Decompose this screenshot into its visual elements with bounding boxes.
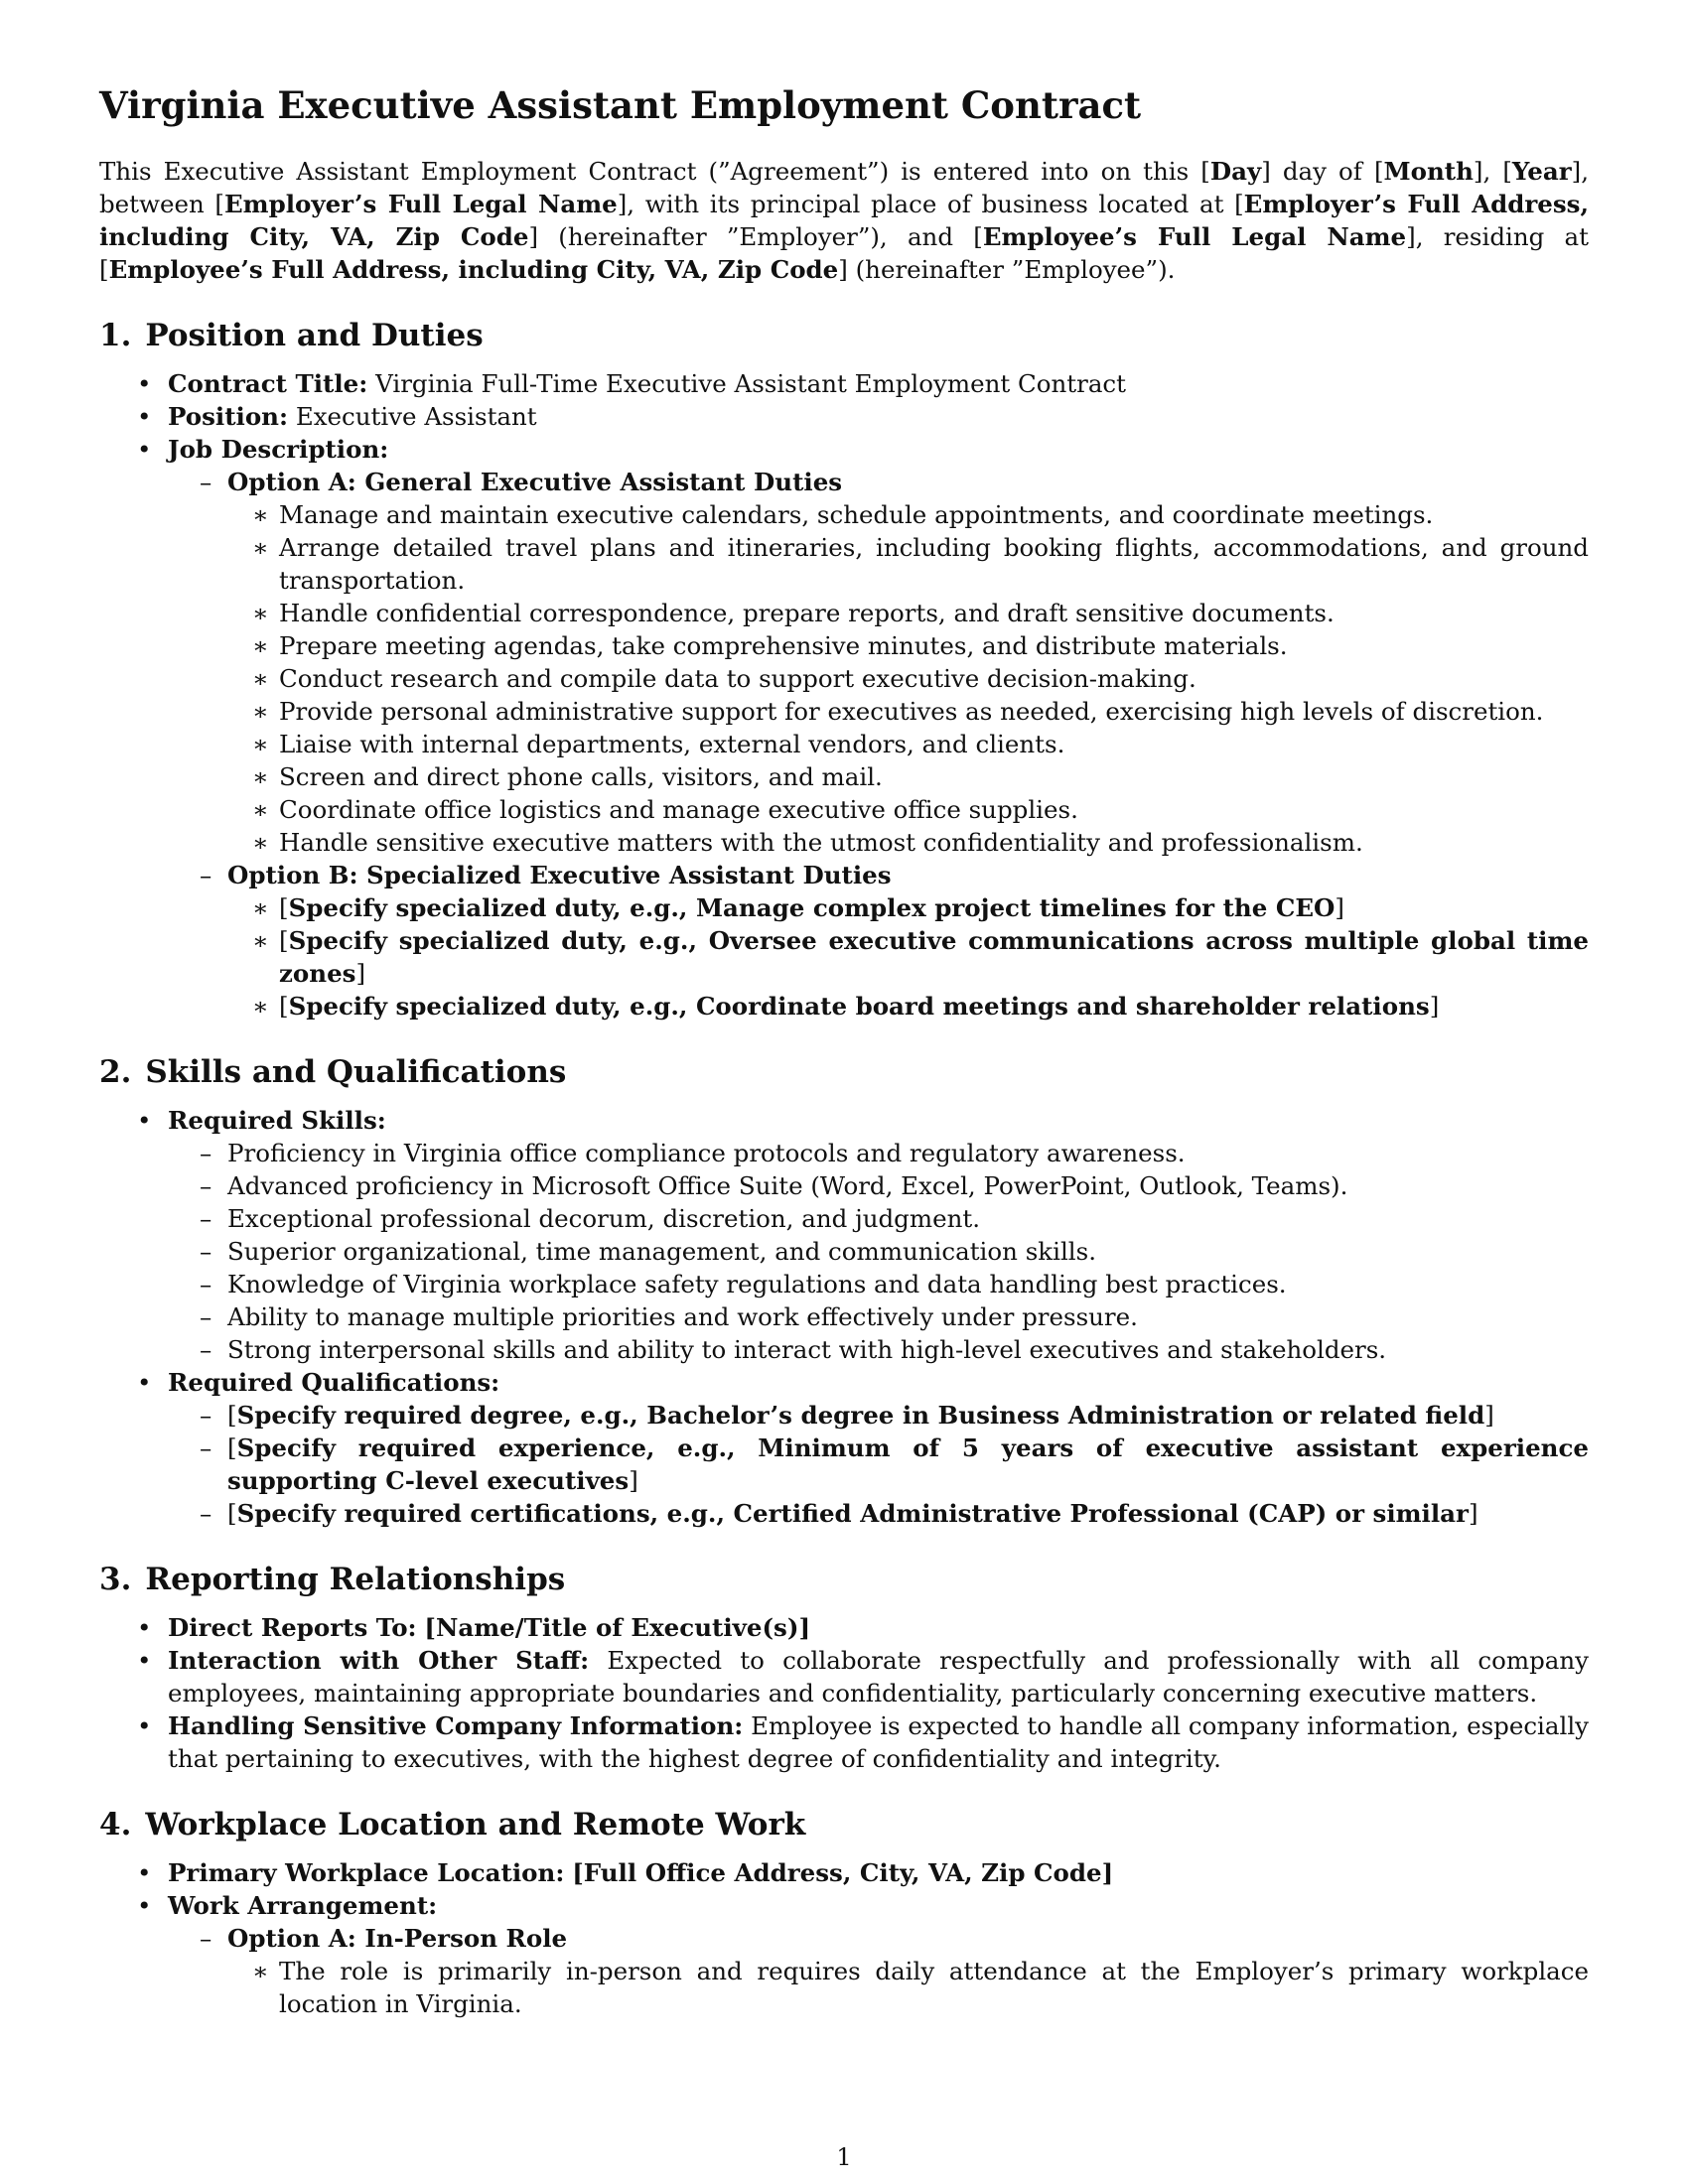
item-value: Expected to collaborate respectfully and professionally with all company employees, maintaining appropriate boundaries and confidentiality, particularly concerning executive matters.	[168, 1646, 1589, 1707]
list-item: ∗ Conduct research and compile data to support executive decision-making.	[227, 662, 1589, 695]
section-number: 4.	[99, 1807, 132, 1843]
intro-text: ] (hereinafter ”Employee”).	[838, 255, 1176, 284]
required-skills-list	[168, 1137, 1589, 1366]
workplace-list	[99, 1856, 1589, 2020]
placeholder-employer-address: Employer’s Full Address, including City, VA, Zip Code	[99, 190, 1590, 251]
intro-text: ], with its principal place of business located at [	[617, 190, 1244, 218]
section-title: Workplace Location and Remote Work	[145, 1807, 806, 1843]
list-item: ∗ Liaise with internal departments, external vendors, and clients.	[227, 728, 1589, 760]
option-a-duties-list	[227, 498, 1589, 859]
item-label: Required Qualifications:	[168, 1368, 500, 1397]
job-options-list	[168, 466, 1589, 1023]
list-item: ∗ Provide personal administrative support for executives as needed, exercising high levels of discretion.	[227, 695, 1589, 728]
item-label: Work Arrangement:	[168, 1891, 438, 1920]
placeholder-text: Specify required degree, e.g., Bachelor’s degree in Business Administration or related field	[236, 1401, 1485, 1430]
intro-text: ] (hereinafter ”Employer”), and [	[528, 222, 983, 251]
placeholder-text: Specify specialized duty, e.g., Oversee executive communications across multiple global time zones	[279, 926, 1589, 988]
item-label: Required Skills:	[168, 1106, 386, 1135]
list-item	[99, 1889, 1589, 2020]
required-qualifications-list	[168, 1399, 1589, 1530]
placeholder-employer-name: Employer’s Full Legal Name	[223, 190, 618, 218]
item-value: Employee is expected to handle all company information, especially that pertaining to executives, with the highest degree of confidentiality and integrity.	[168, 1711, 1589, 1773]
placeholder-text: Name/Title of Executive(s)	[435, 1613, 799, 1642]
placeholder-employee-name: Employee’s Full Legal Name	[982, 222, 1407, 251]
page-number: 1	[836, 2143, 852, 2171]
section-number: 2.	[99, 1054, 132, 1090]
option-label: Option B: Specialized Executive Assistant Duties	[227, 861, 892, 889]
list-item: – Proficiency in Virginia office compliance protocols and regulatory awareness.	[168, 1137, 1589, 1169]
section-heading-reporting	[99, 1560, 1589, 1599]
list-item	[168, 859, 1589, 1023]
placeholder-text: Specify required experience, e.g., Minimum of 5 years of executive assistant experience supporting C-level executives	[227, 1433, 1589, 1495]
intro-text: ], between [	[99, 157, 1589, 218]
list-item: ∗ Manage and maintain executive calendars, schedule appointments, and coordinate meetings.	[227, 498, 1589, 531]
list-item: • Primary Workplace Location: [Full Office Address, City, VA, Zip Code]	[99, 1856, 1589, 1889]
intro-text: ] day of [	[1261, 157, 1384, 186]
option-b-duties-list	[227, 891, 1589, 1023]
placeholder-employee-address: Employee’s Full Address, including City, VA, Zip Code	[108, 255, 839, 284]
section-title: Reporting Relationships	[145, 1562, 566, 1597]
placeholder-text: Full Office Address, City, VA, Zip Code	[583, 1858, 1102, 1887]
list-item: ∗ Screen and direct phone calls, visitors, and mail.	[227, 760, 1589, 793]
section-heading-workplace	[99, 1805, 1589, 1844]
list-item	[99, 367, 1589, 400]
list-item: ∗ Coordinate office logistics and manage executive office supplies.	[227, 793, 1589, 826]
list-item: – [Specify required degree, e.g., Bachelor’s degree in Business Administration or related field]	[168, 1399, 1589, 1432]
document-title: Virginia Executive Assistant Employment Contract	[99, 83, 1142, 127]
list-item: ∗ Handle sensitive executive matters with the utmost confidentiality and professionalism.	[227, 826, 1589, 859]
position-duties-list	[99, 367, 1589, 1023]
section-heading-skills	[99, 1052, 1589, 1092]
section-number: 3.	[99, 1562, 132, 1597]
list-item	[99, 1104, 1589, 1366]
list-item: – Advanced proficiency in Microsoft Office Suite (Word, Excel, PowerPoint, Outlook, Teams).	[168, 1169, 1589, 1202]
item-label: Job Description:	[168, 435, 389, 464]
intro-paragraph	[99, 155, 1589, 286]
placeholder-year: Year	[1511, 157, 1572, 186]
list-item: – Ability to manage multiple priorities and work effectively under pressure.	[168, 1300, 1589, 1333]
list-item: ∗ The role is primarily in-person and requires daily attendance at the Employer’s primary workplace location in Virginia.	[227, 1955, 1589, 2020]
list-item: ∗ [Specify specialized duty, e.g., Coordinate board meetings and shareholder relations]	[227, 990, 1589, 1023]
list-item: – Exceptional professional decorum, discretion, and judgment.	[168, 1202, 1589, 1235]
list-item	[168, 1922, 1589, 2020]
intro-text: This Executive Assistant Employment Contract (”Agreement”) is entered into on this [	[99, 157, 1210, 186]
list-item: ∗ Prepare meeting agendas, take comprehensive minutes, and distribute materials.	[227, 629, 1589, 662]
section-title: Position and Duties	[145, 318, 484, 353]
list-item: ∗ [Specify specialized duty, e.g., Oversee executive communications across multiple global time zones]	[227, 924, 1589, 990]
list-item: – Knowledge of Virginia workplace safety regulations and data handling best practices.	[168, 1268, 1589, 1300]
list-item: – Strong interpersonal skills and ability to interact with high-level executives and stakeholders.	[168, 1333, 1589, 1366]
list-item: ∗ Handle confidential correspondence, prepare reports, and draft sensitive documents.	[227, 597, 1589, 629]
list-item	[99, 1709, 1589, 1775]
list-item	[168, 466, 1589, 859]
placeholder-month: Month	[1383, 157, 1474, 186]
item-label: Position:	[168, 402, 289, 431]
list-item	[99, 1644, 1589, 1709]
section-number: 1.	[99, 318, 132, 353]
item-label: Primary Workplace Location:	[168, 1858, 565, 1887]
intro-text: ], residing at [	[99, 222, 1589, 284]
section-heading-position-duties	[99, 316, 1589, 355]
item-value: Virginia Full-Time Executive Assistant Employment Contract	[367, 369, 1126, 398]
list-item: ∗ Arrange detailed travel plans and itineraries, including booking flights, accommodations, and ground transportation.	[227, 531, 1589, 597]
work-arrangement-options	[168, 1922, 1589, 2020]
intro-text: ], [	[1473, 157, 1512, 186]
list-item: ∗ [Specify specialized duty, e.g., Manage complex project timelines for the CEO]	[227, 891, 1589, 924]
list-item: • Direct Reports To: [Name/Title of Executive(s)]	[99, 1611, 1589, 1644]
item-label: Contract Title:	[168, 369, 368, 398]
list-item: – Superior organizational, time management, and communication skills.	[168, 1235, 1589, 1268]
placeholder-text: Specify required certifications, e.g., Certified Administrative Professional (CAP) or similar	[236, 1499, 1469, 1528]
section-title: Skills and Qualifications	[145, 1054, 567, 1090]
placeholder-text: Specify specialized duty, e.g., Manage complex project timelines for the CEO	[288, 893, 1336, 922]
skills-list	[99, 1104, 1589, 1530]
item-label: Handling Sensitive Company Information:	[168, 1711, 744, 1740]
placeholder-text: Specify specialized duty, e.g., Coordinate board meetings and shareholder relations	[288, 992, 1430, 1021]
reporting-list	[99, 1611, 1589, 1775]
list-item	[99, 1366, 1589, 1530]
list-item: – [Specify required experience, e.g., Minimum of 5 years of executive assistant experience supporting C-level executives]	[168, 1432, 1589, 1497]
list-item	[99, 400, 1589, 433]
item-label: Interaction with Other Staff:	[168, 1646, 590, 1675]
contract-page	[99, 83, 1589, 2020]
item-value: Executive Assistant	[288, 402, 537, 431]
list-item	[99, 433, 1589, 1023]
option-label: Option A: In-Person Role	[227, 1924, 568, 1953]
item-label: Direct Reports To:	[168, 1613, 417, 1642]
option-a-arrangement-list	[227, 1955, 1589, 2020]
placeholder-day: Day	[1209, 157, 1262, 186]
option-label: Option A: General Executive Assistant Duties	[227, 468, 843, 496]
list-item: – [Specify required certifications, e.g., Certified Administrative Professional (CAP) or similar]	[168, 1497, 1589, 1530]
